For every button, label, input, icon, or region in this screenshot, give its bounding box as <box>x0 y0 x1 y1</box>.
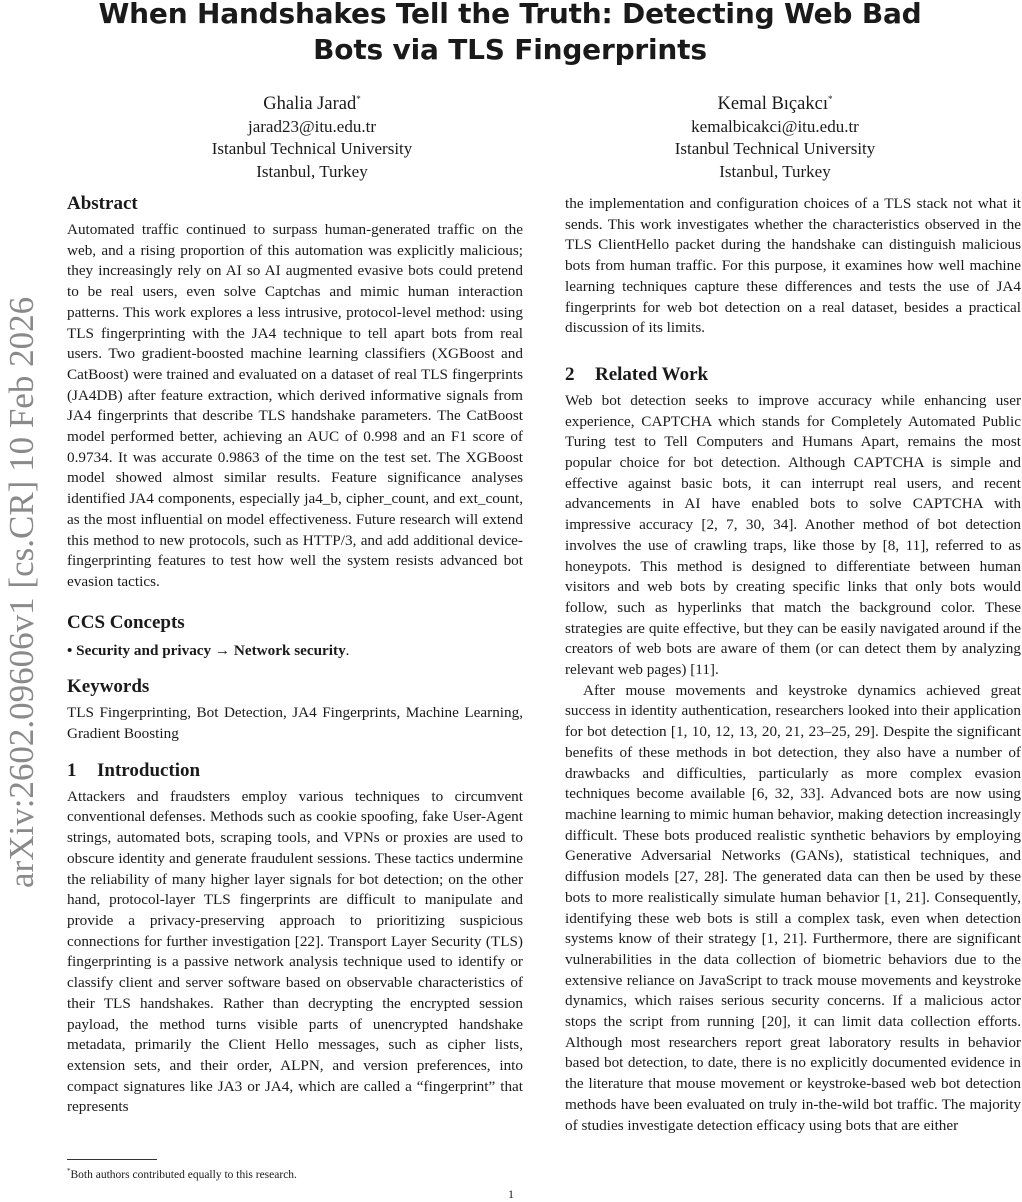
footnote-rule <box>67 1159 157 1160</box>
author-footnote-mark: * <box>356 94 361 104</box>
author-location: Istanbul, Turkey <box>719 161 831 181</box>
abstract-heading: Abstract <box>67 193 138 214</box>
paper-title: When Handshakes Tell the Truth: Detecting Web Bad Bots via TLS Fingerprints <box>98 0 922 66</box>
ccs-concepts-heading: CCS Concepts <box>67 611 185 633</box>
section-number: 2 <box>565 363 575 385</box>
right-column <box>565 194 1021 1136</box>
author-footnote-mark: * <box>827 94 833 104</box>
author-location: Istanbul, Turkey <box>256 161 368 181</box>
keywords-heading: Keywords <box>67 676 150 698</box>
author-block-2 <box>575 88 975 183</box>
keywords-text: TLS Fingerprinting, Bot Detection, JA4 Fingerprints, Machine Learning, Gradient Boosting <box>67 704 523 743</box>
related-work-heading: 2 Related Work <box>565 363 709 385</box>
related-work-paragraph-1: Web bot detection seeks to improve accuracy while enhancing user experience, CAPTCHA which stands for Completely Automated Public Turing test to Tell Computers and Humans Apart, remains the most popular choice for bot detection. Although CAPTCHA is simple and effective against basic bots, it can interrupt real users, and recent advancements in AI have enabled bots to solve CAPTCHA with impressive accuracy [2, 7, 30, 34]. Another method of bot detection involves the use of crawling traps, like those by [8, 11], referred to as honeypots. This method is designed to differentiate between human visitors and web bots by creating specific links that only bots would follow, such as hyperlinks that match the background color. These strategies are quite effective, but they can be easily navigated around if the creators of web bots are aware of them (or can detect them by analyzing relevant web pages) [11]. <box>565 391 1021 679</box>
page-number: 1 <box>508 1187 514 1201</box>
introduction-continuation: the implementation and configuration choices of a TLS stack not what it sends. This work investigates whether the characteristics observed in the TLS ClientHello packet during the handshake can distinguish malicious bots from human traffic. For this purpose, it examines how well machine learning techniques capture these differences and tests the use of JA4 fingerprints for web bot detection on a real dataset, besides a practical discussion of its limits. <box>565 195 1021 337</box>
author-affiliation: Istanbul Technical University <box>211 139 413 159</box>
left-column <box>67 192 523 1118</box>
author-name: Ghalia Jarad* <box>263 94 361 115</box>
related-work-paragraph-2: After mouse movements and keystroke dynamics achieved great success in identity authentication, researchers looked into their application for bot detection [1, 10, 12, 13, 20, 21, 23–25, 29]. Despite the significant benefits of these methods in bot detection, they also have a number of drawbacks and difficulties, particularly as more complex evasion techniques become available [6, 32, 33]. Advanced bots are now using machine learning to mimic human behavior, making detection increasingly difficult. These bots produced realistic synthetic behaviors by employing Generative Adversarial Networks (GANs), statistical techniques, and diffusion models [27, 28]. The generated data can then be used by these bots to more realistically simulate human behavior [1, 21]. Consequently, identifying these web bots is still a complex task, even when detection systems know of their strategy [1, 21]. Furthermore, there are significant vulnerabilities in the data collection of biometric behaviors due to the extensive reliance on JavaScript to track mouse movements and keystroke dynamics, which raises serious security concerns. If a malicious actor stops the script from running [20], it can limit data collection efforts. Although most researchers report great laboratory results in behavior based bot detection, to date, there is no explicitly documented evidence in the literature that mouse movement or keystroke-based web bot detection methods have been evaluated on truly in-the-wild bot traffic. The majority of studies investigate detection efficacy using bots that are either <box>565 681 1021 1134</box>
abstract-text: Automated traffic continued to surpass human-generated traffic on the web, and a rising proportion of this automation was explicitly malicious; they increasingly rely on AI so AI augmented evasive bots could pretend to be real users, even solve Captchas and mimic human interaction patterns. This work explores a less intrusive, protocol-level method: using TLS fingerprinting with the JA4 technique to tell apart bots from real users. Two gradient-boosted machine learning classifiers (XGBoost and CatBoost) were trained and evaluated on a dataset of real TLS fingerprints (JA4DB) after feature extraction, which derived informative signals from JA4 fingerprints that describe TLS handshake parameters. The CatBoost model performed better, achieving an AUC of 0.998 and an F1 score of 0.9734. It was accurate 0.9863 of the time on the test set. The XGBoost model showed almost similar results. Feature significance analyses identified JA4 components, especially ja4_b, cipher_count, and ext_count, as the most influential on model effectiveness. Future research will extend this method to new protocols, such as HTTP/3, and add additional device-fingerprinting features to test how well the system resists advanced bot evasion tactics. <box>67 221 523 590</box>
section-number: 1 <box>67 759 77 781</box>
arxiv-identifier-stamp: arXiv:2602.09606v1 [cs.CR] 10 Feb 2026 <box>2 296 41 888</box>
ccs-concept-line: • Security and privacy → Network security. <box>67 641 350 659</box>
author-block-1 <box>112 88 512 183</box>
introduction-heading: 1 Introduction <box>67 759 201 781</box>
author-affiliation: Istanbul Technical University <box>674 139 876 159</box>
author-email: kemalbicakci@itu.edu.tr <box>691 116 859 136</box>
author-email: jarad23@itu.edu.tr <box>247 116 376 136</box>
introduction-text: Attackers and fraudsters employ various techniques to circumvent conventional defenses. Methods such as cookie spoofing, fake User-Agent strings, automated bots, scraping tools, and VPNs or proxies are used to obscure identity and generate fraudulent sessions. These tactics undermine the reliability of many higher layer signals for bot detection; on the other hand, protocol-layer TLS fingerprints are difficult to manipulate and provide a privacy-preserving approach to prioritizing suspicious connections for further investigation [22]. Transport Layer Security (TLS) fingerprinting is a passive network analysis technique used to identify or classify client and server software based on observable characteristics of their TLS handshakes. Rather than decrypting the encrypted session payload, the method turns visible parts of unencrypted handshake metadata, primarily the Client Hello messages, such as cipher lists, extension sets, and their order, ALPN, and version preferences, into compact signatures like JA3 or JA4, which are called a “fingerprint” that represents <box>67 787 523 1116</box>
footnote: *Both authors contributed equally to this research. <box>67 1167 297 1181</box>
author-name: Kemal Bıçakcı* <box>717 94 833 115</box>
